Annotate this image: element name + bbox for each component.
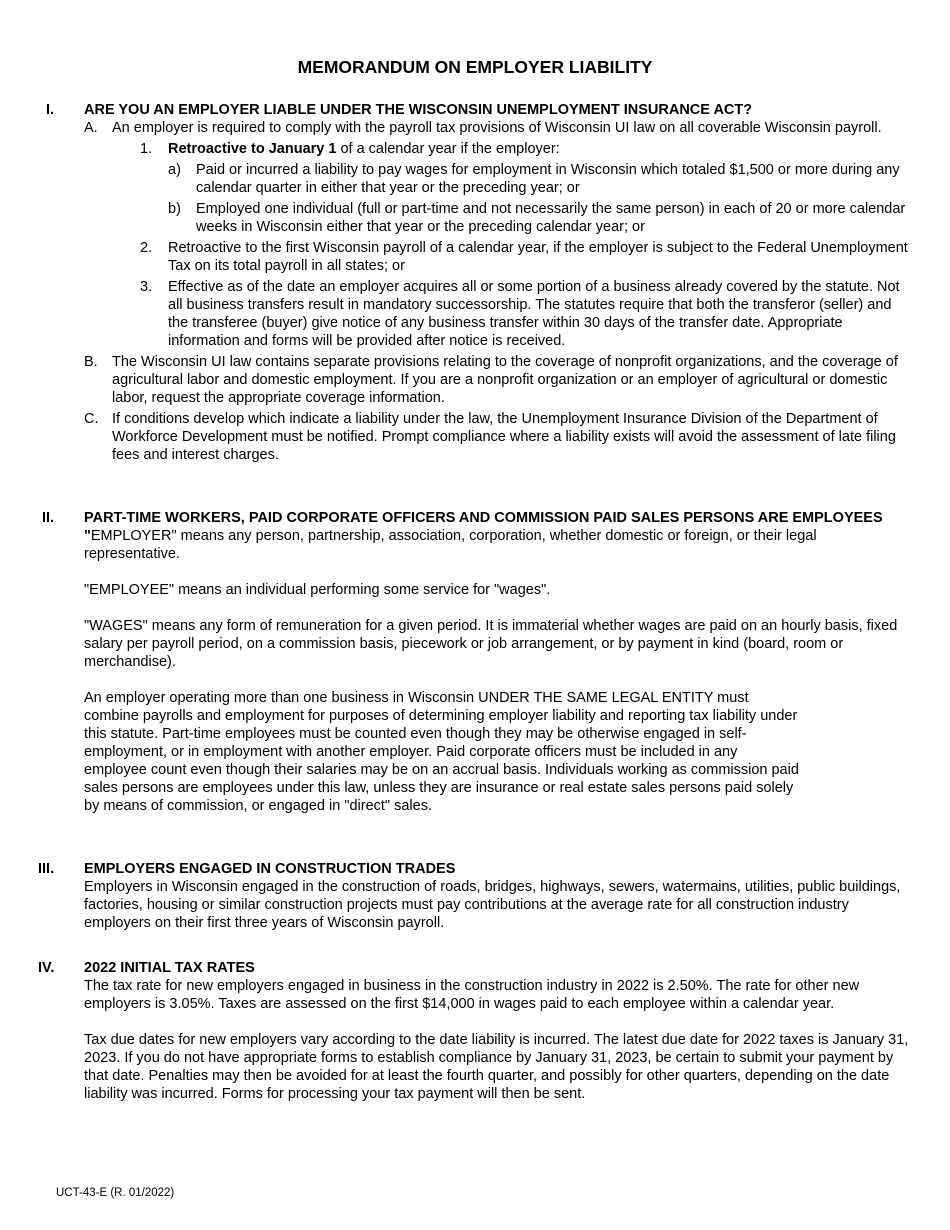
paragraph-employee: "EMPLOYEE" means an individual performing some service for "wages".	[84, 582, 551, 598]
item-a-1-label: 1.	[140, 141, 153, 157]
item-c	[84, 410, 912, 464]
item-b-label: B.	[84, 354, 98, 370]
item-a-1-bold: Retroactive to January 1	[168, 141, 337, 157]
section-4-heading: 2022 INITIAL TAX RATES	[84, 960, 255, 976]
item-a-2	[140, 239, 912, 275]
item-a-1-b	[168, 200, 912, 236]
section-3-heading: EMPLOYERS ENGAGED IN CONSTRUCTION TRADES	[84, 861, 456, 877]
item-a-1-a	[168, 161, 912, 197]
item-a-label: A.	[84, 120, 98, 136]
section-2-number: II.	[42, 510, 55, 526]
paragraph-employer-text: EMPLOYER" means any person, partnership, association, corporation, whether domestic or foreign, or their legal representative.	[84, 528, 817, 562]
section-3-number: III.	[38, 861, 55, 877]
item-a-3-label: 3.	[140, 279, 153, 295]
item-a-2-label: 2.	[140, 240, 153, 256]
item-a-1-b-label: b)	[168, 201, 181, 217]
paragraph-tax-rate: The tax rate for new employers engaged in business in the construction industry in 2022 is 2.50%. The rate for other new employers is 3.05%. Taxes are assessed on the first $14,000 in wages paid to each employee within a calendar year.	[84, 978, 860, 1012]
section-1	[0, 101, 950, 464]
item-c-label: C.	[84, 411, 99, 427]
section-4	[0, 959, 950, 1103]
item-a-1-a-text: Paid or incurred a liability to pay wages for employment in Wisconsin which totaled $1,500 or more during any calendar quarter in either that year or the preceding year; or	[196, 162, 900, 196]
document-title: MEMORANDUM ON EMPLOYER LIABILITY	[297, 57, 653, 77]
item-a-3	[140, 278, 912, 350]
section-2	[0, 509, 950, 815]
section-1-heading: ARE YOU AN EMPLOYER LIABLE UNDER THE WISCONSIN UNEMPLOYMENT INSURANCE ACT?	[84, 102, 753, 118]
paragraph-construction: Employers in Wisconsin engaged in the construction of roads, bridges, highways, sewers, watermains, utilities, public buildings, factories, housing or similar construction projects must pay contributions at the average rate for all construction industry employers on their first three years of Wisconsin payroll.	[84, 879, 901, 931]
form-number: UCT-43-E (R. 01/2022)	[56, 1187, 175, 1199]
item-a-1-text	[168, 140, 912, 158]
item-c-text: If conditions develop which indicate a liability under the law, the Unemployment Insurance Division of the Department of Workforce Development must be notified. Prompt compliance where a liability exists will avoid the assessment of late filing fees and interest charges.	[112, 411, 896, 463]
paragraph-due-dates: Tax due dates for new employers vary according to the date liability is incurred. The latest due date for 2022 taxes is January 31, 2023. If you do not have appropriate forms to establish compliance by January 31, 2023, be certain to submit your payment by that date. Penalties may then be avoided for at least the fourth quarter, and possibly for other quarters, depending on the date liability was incurred. Forms for processing your tax payment will then be sent.	[84, 1032, 909, 1102]
section-3	[0, 860, 950, 932]
item-a-1	[140, 140, 912, 158]
item-a-text: An employer is required to comply with the payroll tax provisions of Wisconsin UI law on all coverable Wisconsin payroll.	[112, 120, 882, 136]
section-4-number: IV.	[38, 960, 55, 976]
paragraph-employer-quote: "	[84, 528, 91, 544]
paragraph-employer	[84, 527, 912, 563]
section-2-heading: PART-TIME WORKERS, PAID CORPORATE OFFICERS AND COMMISSION PAID SALES PERSONS ARE EMPLOYEES	[84, 510, 883, 526]
item-a-1-a-label: a)	[168, 162, 181, 178]
section-1-number: I.	[46, 102, 55, 118]
paragraph-multiple-business: An employer operating more than one business in Wisconsin UNDER THE SAME LEGAL ENTITY must combine payrolls and employment for purposes of determining employer liability and reporting tax liability under this statute. Part-time employees must be counted even though they may be otherwise engaged in self-employment, or in employment with another employer. Paid corporate officers must be included in any employee count even though their salaries may be on an accrual basis. Individuals working as commission paid sales persons are employees under this law, unless they are insurance or real estate sales persons paid solely by means of commission, or engaged in "direct" sales.	[84, 690, 799, 814]
item-a-1-b-text: Employed one individual (full or part-time and not necessarily the same person) in each of 20 or more calendar weeks in Wisconsin either that year or the preceding calendar year; or	[196, 201, 906, 235]
item-b	[84, 353, 912, 407]
item-b-text: The Wisconsin UI law contains separate provisions relating to the coverage of nonprofit organizations, and the coverage of agricultural labor and domestic employment. If you are a nonprofit organization or an employer of agricultural or domestic labor, request the appropriate coverage information.	[112, 354, 898, 406]
item-a	[84, 119, 912, 137]
item-a-1-rest: of a calendar year if the employer:	[336, 141, 560, 157]
item-a-2-text: Retroactive to the first Wisconsin payroll of a calendar year, if the employer is subject to the Federal Unemployment Tax on its total payroll in all states; or	[168, 240, 908, 274]
paragraph-wages: "WAGES" means any form of remuneration for a given period. It is immaterial whether wages are paid on an hourly basis, fixed salary per payroll period, on a commission basis, piecework or job arrangement, or by payment in kind (board, room or merchandise).	[84, 618, 898, 670]
item-a-3-text: Effective as of the date an employer acquires all or some portion of a business already covered by the statute. Not all business transfers result in mandatory successorship. The statutes require that both the transferor (seller) and the transferee (buyer) give notice of any business transfer within 30 days of the transfer date. Appropriate information and forms will be provided after notice is received.	[168, 279, 900, 349]
